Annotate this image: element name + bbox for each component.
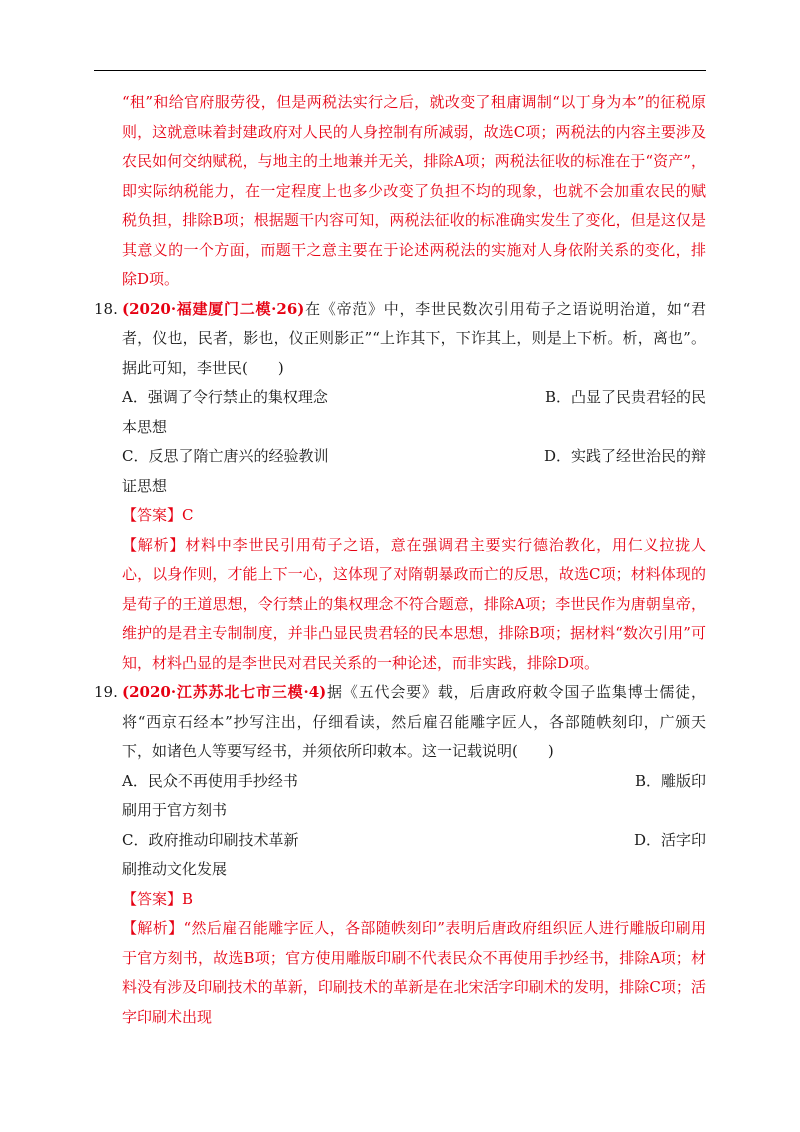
explanation-text: “然后雇召能雕字匠人，各部随帙刻印”表明后唐政府组织匠人进行雕版印刷用于官方刻书，故选B项；官方使用雕版印刷不代表民众不再使用手抄经书，排除A项；材料没有涉及印刷技术的革新，印刷技术的革新是在北宋活字印刷术的发明，排除C项；活字印刷术出现 bbox=[122, 919, 706, 1026]
explanation-tag: 【解析】 bbox=[122, 919, 184, 937]
options-row-ab bbox=[94, 383, 706, 413]
question-19-stem bbox=[94, 678, 706, 767]
question-number: 19. bbox=[94, 683, 118, 701]
option-a: A．民众不再使用手抄经书 bbox=[122, 771, 298, 790]
question-source: (2020·福建厦门二模·26) bbox=[122, 299, 305, 318]
explanation bbox=[94, 531, 706, 679]
answer-value: C bbox=[182, 506, 194, 524]
options-row-cd bbox=[94, 442, 706, 472]
option-d-continued: 证思想 bbox=[122, 476, 168, 495]
previous-question-explanation: “租”和给官府服劳役，但是两税法实行之后，就改变了租庸调制“以丁身为本”的征税原则，这就意味着封建政府对人民的人身控制有所减弱，故选C项；两税法的内容主要涉及农民如何交纳赋税，与地主的土地兼并无关，排除A项；两税法征收的标准在于“资产”，即实际纳税能力，在一定程度上也多少改变了负担不均的现象，也就不会加重农民的赋税负担，排除B项；根据题干内容可知，两税法征收的标准确实发生了变化，但是这仅是其意义的一个方面，而题干之意主要在于论述两税法的实施对人身依附关系的变化，排除D项。 bbox=[122, 93, 706, 288]
answer-tag: 【答案】 bbox=[122, 506, 183, 524]
option-b: B．凸显了民贵君轻的民 bbox=[544, 388, 706, 406]
answer-value: B bbox=[182, 889, 194, 908]
header-rule bbox=[94, 70, 706, 71]
option-d: D．实践了经世治民的辩 bbox=[543, 447, 706, 465]
question-18-stem bbox=[94, 295, 706, 384]
option-c: C．反思了隋亡唐兴的经验教训 bbox=[122, 447, 329, 465]
question-number: 18. bbox=[94, 299, 118, 318]
option-d: D．活字印 bbox=[633, 830, 706, 849]
question-19 bbox=[94, 678, 706, 1032]
options-row-ab bbox=[94, 767, 706, 797]
question-source: (2020·江苏苏北七市三模·4) bbox=[122, 683, 327, 701]
question-18 bbox=[94, 295, 706, 679]
answer-tag: 【答案】 bbox=[122, 889, 183, 908]
option-b-continued: 刷用于官方刻书 bbox=[122, 801, 228, 819]
options-row-cd bbox=[94, 826, 706, 856]
explanation bbox=[94, 914, 706, 1032]
question-text: 据《五代会要》载，后唐政府敕令国子监集博士儒徒，将“西京石经本”抄写注出，仔细看读，然后雇召能雕字匠人，各部随帙刻印，广颁天下，如诸色人等要写经书，并须依所印敕本。这一记载说明( ) bbox=[122, 683, 706, 760]
answer-line bbox=[94, 501, 706, 531]
option-c: C．政府推动印刷技术革新 bbox=[122, 830, 299, 849]
explanation-tag: 【解析】 bbox=[122, 535, 186, 554]
answer-line bbox=[94, 885, 706, 915]
option-d-continued: 刷推动文化发展 bbox=[122, 860, 228, 878]
option-b-continued: 本思想 bbox=[122, 417, 168, 436]
page-content bbox=[94, 88, 706, 1032]
question-text: 在《帝范》中，李世民数次引用荀子之语说明治道，如“君者，仪也，民者，影也，仪正则影正”“上诈其下，下诈其上，则是上下析。析，离也”。据此可知，李世民( ) bbox=[122, 299, 707, 377]
explanation-text: 材料中李世民引用荀子之语，意在强调君主要实行德治教化，用仁义拉拢人心，以身作则，才能上下一心，这体现了对隋朝暴政而亡的反思，故选C项；材料体现的是荀子的王道思想，令行禁止的集权理念不符合题意，排除A项；李世民作为唐朝皇帝，维护的是君主专制制度，并非凸显民贵君轻的民本思想，排除B项；据材料“数次引用”可知，材料凸显的是李世民对君民关系的一种论述，而非实践，排除D项。 bbox=[122, 535, 706, 672]
option-a: A．强调了令行禁止的集权理念 bbox=[122, 388, 328, 406]
option-b: B．雕版印 bbox=[634, 771, 706, 790]
